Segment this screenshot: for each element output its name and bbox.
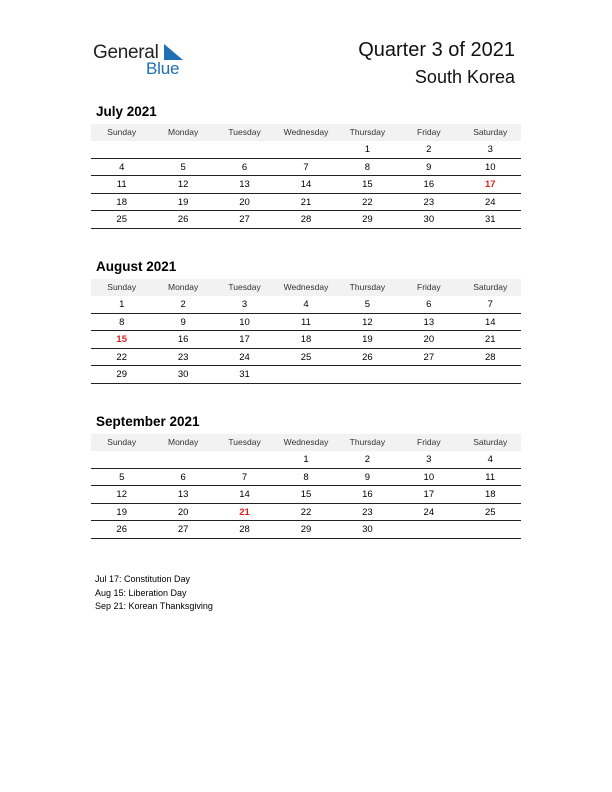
weekday-label: Saturday: [473, 437, 508, 447]
weekday-header: [91, 279, 521, 296]
day-cell: 3: [487, 144, 493, 155]
logo-word-blue: Blue: [146, 59, 180, 78]
holiday-day-cell: 17: [484, 179, 496, 191]
day-cell: 30: [423, 214, 435, 226]
week-row: [91, 521, 521, 539]
day-cell: 8: [364, 161, 371, 173]
day-cell: 4: [303, 299, 309, 310]
day-cell: 6: [426, 299, 432, 310]
day-cell: [91, 141, 152, 158]
day-cell: 6: [180, 471, 186, 483]
day-cell: 9: [426, 161, 432, 173]
week-row: [91, 486, 521, 504]
weekday-label: Monday: [168, 127, 199, 137]
weekday-label: Thursday: [349, 282, 386, 292]
day-cell: 27: [177, 524, 189, 536]
day-cell: 7: [303, 161, 309, 173]
day-cell: [152, 141, 213, 158]
week-row: [91, 176, 521, 194]
day-cell: 13: [239, 179, 250, 191]
week-row: [91, 469, 521, 487]
day-cell: [275, 141, 336, 158]
day-cell: 17: [239, 334, 250, 346]
weekday-label: Sunday: [107, 282, 137, 292]
holiday-note: Aug 15: Liberation Day: [95, 587, 187, 598]
logo-word-general: General: [93, 42, 159, 63]
day-cell: 24: [484, 196, 496, 208]
day-cell: 5: [364, 299, 371, 310]
day-cell: 4: [119, 161, 125, 173]
week-row: [91, 349, 521, 367]
day-cell: 23: [362, 506, 373, 518]
weekday-label: Tuesday: [228, 127, 261, 137]
day-cell: 26: [362, 351, 373, 363]
weekday-label: Friday: [417, 437, 441, 447]
day-cell: 7: [487, 299, 493, 310]
week-row: [91, 504, 521, 522]
day-cell: 31: [484, 214, 496, 226]
day-cell: 14: [484, 316, 496, 328]
day-cell: 18: [484, 489, 496, 501]
day-cell: [460, 521, 521, 538]
day-cell: 25: [484, 506, 496, 518]
weekday-label: Thursday: [349, 127, 386, 137]
day-cell: [398, 366, 459, 383]
day-cell: [152, 451, 213, 468]
day-cell: 26: [116, 524, 127, 536]
day-cell: 23: [177, 351, 189, 363]
day-cell: 30: [177, 369, 189, 381]
day-cell: 1: [119, 299, 125, 310]
day-cell: 23: [423, 196, 435, 208]
day-cell: 20: [177, 506, 189, 518]
holiday-notes: [95, 573, 213, 614]
day-cell: 10: [423, 471, 435, 483]
holiday-note: Sep 21: Korean Thanksgiving: [95, 601, 213, 611]
day-cell: 3: [426, 454, 432, 465]
day-cell: [214, 141, 275, 158]
day-cell: 29: [362, 214, 373, 226]
country-name: South Korea: [414, 67, 515, 87]
day-cell: 18: [116, 196, 127, 208]
day-cell: 25: [300, 351, 312, 363]
day-cell: 29: [116, 369, 127, 381]
week-row: [91, 314, 521, 332]
day-cell: [460, 366, 521, 383]
day-cell: 10: [484, 161, 496, 173]
day-cell: 1: [303, 454, 309, 465]
day-cell: 15: [362, 179, 373, 191]
day-cell: [275, 366, 336, 383]
page-title: Quarter 3 of 2021: [358, 39, 515, 61]
month-september: [91, 413, 521, 539]
day-cell: 3: [241, 299, 248, 310]
day-cell: 9: [180, 316, 186, 328]
month-july: [91, 103, 521, 229]
week-row: [91, 194, 521, 212]
day-cell: 25: [116, 214, 127, 226]
logo: [93, 40, 193, 80]
day-cell: 21: [484, 334, 496, 346]
month-title: July 2021: [96, 104, 157, 119]
day-cell: 9: [364, 471, 371, 483]
day-cell: 19: [362, 334, 373, 346]
day-cell: 19: [177, 196, 189, 208]
day-cell: 7: [241, 471, 248, 483]
day-cell: 6: [241, 161, 248, 173]
day-cell: 11: [301, 316, 311, 328]
week-row: [91, 211, 521, 229]
day-cell: 27: [423, 351, 435, 363]
weekday-label: Sunday: [107, 437, 137, 447]
weekday-label: Friday: [417, 282, 441, 292]
day-cell: 18: [300, 334, 312, 346]
holiday-day-cell: 15: [116, 334, 127, 346]
week-row: [91, 141, 521, 159]
day-cell: 17: [423, 489, 435, 501]
day-cell: 8: [119, 316, 125, 328]
day-cell: 4: [487, 454, 493, 465]
weekday-label: Monday: [168, 437, 199, 447]
day-cell: 28: [300, 214, 312, 226]
weekday-label: Tuesday: [228, 437, 261, 447]
day-cell: 5: [119, 471, 125, 483]
day-cell: 16: [362, 489, 373, 501]
day-cell: 1: [364, 144, 371, 155]
weekday-label: Wednesday: [283, 437, 329, 447]
day-cell: [91, 451, 152, 468]
week-row: [91, 159, 521, 177]
day-cell: 13: [177, 489, 189, 501]
day-cell: 14: [300, 179, 312, 191]
day-cell: 12: [116, 489, 127, 501]
day-cell: 19: [116, 506, 127, 518]
weekday-label: Thursday: [349, 437, 386, 447]
day-cell: 24: [239, 351, 250, 363]
day-cell: [214, 451, 275, 468]
holiday-note: Jul 17: Constitution Day: [95, 574, 191, 584]
day-cell: 2: [180, 299, 186, 310]
day-cell: 29: [300, 524, 312, 536]
day-cell: 20: [239, 196, 250, 208]
week-row: [91, 451, 521, 469]
day-cell: 28: [239, 524, 250, 536]
day-cell: 21: [300, 196, 312, 208]
weekday-label: Wednesday: [283, 127, 329, 137]
day-cell: 13: [423, 316, 435, 328]
day-cell: 22: [362, 196, 373, 208]
day-cell: 20: [423, 334, 435, 346]
day-cell: 31: [239, 369, 250, 381]
weekday-label: Friday: [417, 127, 441, 137]
day-cell: 26: [177, 214, 189, 226]
holiday-day-cell: 21: [239, 506, 250, 518]
weekday-label: Sunday: [107, 127, 137, 137]
day-cell: 12: [362, 316, 373, 328]
day-cell: 8: [303, 471, 309, 483]
day-cell: 11: [116, 179, 127, 191]
day-cell: 2: [364, 454, 371, 465]
day-cell: 10: [239, 316, 250, 328]
weekday-label: Saturday: [473, 282, 508, 292]
day-cell: 28: [484, 351, 496, 363]
day-cell: [398, 521, 459, 538]
day-cell: 11: [485, 471, 496, 483]
day-cell: 2: [426, 144, 432, 155]
weekday-label: Wednesday: [283, 282, 329, 292]
month-title: September 2021: [96, 414, 200, 429]
weekday-header: [91, 434, 521, 451]
day-cell: 12: [177, 179, 189, 191]
day-cell: 5: [180, 161, 186, 173]
day-cell: 22: [116, 351, 127, 363]
day-cell: 27: [239, 214, 250, 226]
week-row: [91, 331, 521, 349]
month-title: August 2021: [96, 259, 177, 274]
day-cell: 24: [423, 506, 435, 518]
weekday-label: Saturday: [473, 127, 508, 137]
day-cell: 16: [423, 179, 435, 191]
day-cell: 15: [300, 489, 312, 501]
day-cell: 14: [239, 489, 250, 501]
weekday-header: [91, 124, 521, 141]
weekday-label: Monday: [168, 282, 199, 292]
weekday-label: Tuesday: [228, 282, 261, 292]
day-cell: 16: [177, 334, 189, 346]
week-row: [91, 366, 521, 384]
day-cell: 30: [362, 524, 373, 536]
day-cell: 22: [300, 506, 312, 518]
week-row: [91, 296, 521, 314]
day-cell: [337, 366, 398, 383]
month-august: [91, 258, 521, 384]
